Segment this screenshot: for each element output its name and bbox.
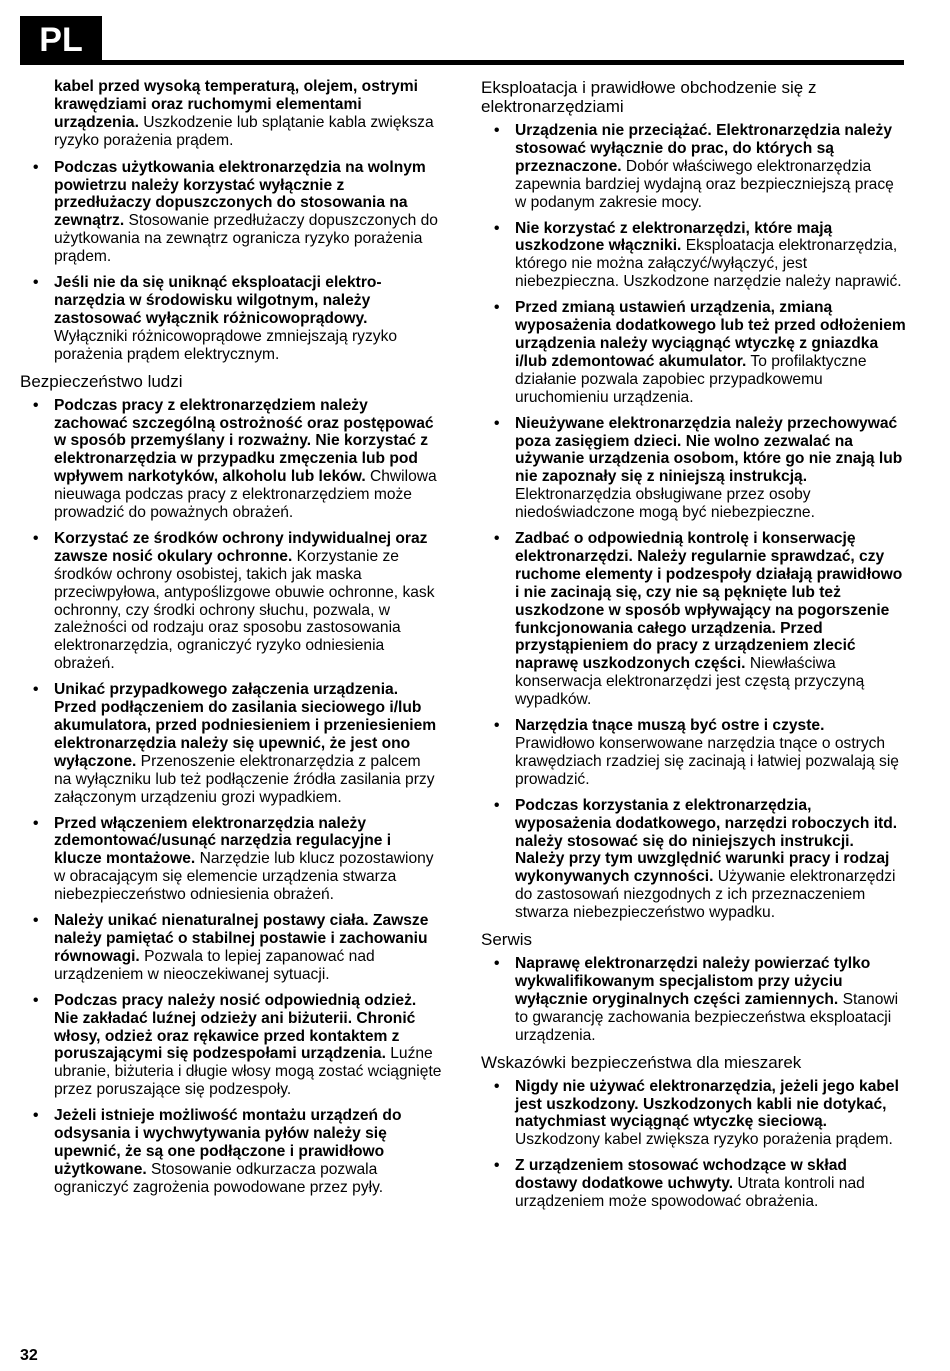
- list-item: [481, 1078, 907, 1150]
- normal-text: Stosowanie odkurzacza pozwala ograniczyć zagrożenia powodowane przez pyły.: [54, 1160, 384, 1196]
- section-heading-people: Bezpieczeństwo ludzi: [20, 371, 183, 391]
- bullet-icon: •: [494, 219, 500, 237]
- normal-text: Eksploatacja elektronarzędzia, którego nie można załączyć/wyłączyć, jest niebezpieczna. Uszkodzone narzędzie należy naprawić.: [515, 237, 902, 291]
- page-number: 32: [20, 1347, 38, 1364]
- bullet-icon: •: [33, 158, 39, 176]
- bullet-icon: •: [494, 1077, 500, 1095]
- bold-text: Podczas użytkowania elektronarzędzia na wolnym powietrzu należy korzystać wyłącznie z przedłużaczy dopuszczonych do stosowania na zewnątrz.: [54, 158, 426, 230]
- bold-text: Należy unikać nienaturalnej postawy ciała. Zawsze należy pamiętać o stabilnej postawie i zachowaniu równowagi.: [54, 912, 429, 965]
- list-item: [20, 530, 442, 673]
- normal-text: Prawidłowo konserwowane narzędzia tnące o ostrych krawędziach rzadziej się zacinają i łatwiej pozwalają się prowadzić.: [515, 735, 899, 788]
- list-item: [20, 681, 442, 806]
- normal-text: To profilaktyczne działanie pozwala zapobiec przypadkowemu uruchomieniu urządzenia.: [515, 352, 867, 406]
- bullet-icon: •: [33, 529, 39, 547]
- section-heading-mixer: Wskazówki bezpieczeństwa dla mieszarek: [481, 1052, 802, 1072]
- normal-text: Chwilowa nieuwaga podczas pracy z elektronarzędziem może prowadzić do poważnych obrażeń.: [54, 468, 437, 522]
- list-item: [481, 1157, 907, 1211]
- normal-text: Narzędzie lub klucz pozostawiony w obracającym się elemencie urządzenia stwarza niebezpieczeństwo odniesienia obrażeń.: [54, 850, 434, 904]
- list-item: [481, 717, 907, 789]
- list-item: [20, 912, 442, 984]
- normal-text: Przenoszenie elektronarzędzia z palcem na wyłączniku lub też podłączenie źródła zasilania przy załączonym urządzeniu grozi wypadkiem.: [54, 752, 435, 806]
- section-heading-use: Eksploatacja i prawidłowe obchodzenie się z elektronarzędziami: [481, 78, 817, 116]
- bold-text: Unikać przypadkowego załączenia urządzenia. Przed podłączeniem do zasilania sieciowego i/lub akumulatora, przed podniesieniem i przeniesieniem elektronarzędzia należy się upewnić, że jest ono wyłączone.: [54, 681, 437, 770]
- bullet-icon: •: [494, 530, 500, 548]
- right-column: [481, 78, 907, 1219]
- bold-text: Nigdy nie używać elektronarzędzia, jeżeli jego kabel jest uszkodzony. Uszkodzonych kabli nie dotykać, natychmiast wyciągnąć wtyczkę sieciową.: [515, 1077, 899, 1131]
- list-item: [481, 122, 907, 212]
- bullet-icon: •: [494, 1157, 500, 1175]
- bullet-icon: •: [33, 991, 39, 1009]
- bullet-icon: •: [494, 299, 500, 317]
- normal-text: Pozwala to lepiej zapanować nad urządzeniem w nieoczekiwanej sytuacji.: [54, 947, 375, 983]
- bold-text: kabel przed wysoką temperaturą, olejem, ostrymi krawędziami oraz ruchomymi elementami urządzenia.: [54, 78, 418, 131]
- bold-text: Podczas korzystania z elektronarzędzia, wyposażenia dodatkowego, narzędzi roboczych itd. należy stosować się do niniejszych instrukcji. Należy przy tym uwzględnić warunki pracy i rodzaj wykonywanych czynności.: [515, 796, 898, 886]
- bold-text: Jeżeli istnieje możliwość montażu urządzeń do odsysania i wychwytywania pyłów należy się upewnić, że są one podłączone i prawidłowo użytkowane.: [54, 1107, 402, 1178]
- bullet-icon: •: [33, 1107, 39, 1125]
- bullet-icon: •: [494, 414, 500, 432]
- bold-text: Podczas pracy należy nosić odpowiednią odzież. Nie zakładać luźnej odzieży ani biżuterii. Chronić włosy, odzież oraz rękawice przed kontaktem z poruszającymi się podzespołami urządzenia.: [54, 991, 417, 1063]
- list-item: [20, 1107, 442, 1197]
- normal-text: Uszkodzenie lub splątanie kabla zwiększa ryzyko porażenia prądem.: [54, 113, 434, 149]
- bullet-icon: •: [33, 274, 39, 292]
- bullet-icon: •: [494, 796, 500, 814]
- normal-text: Elektronarzędzia obsługiwane przez osoby niedoświadczone mogą być niebezpieczne.: [515, 486, 815, 522]
- bold-text: Narzędzia tnące muszą być ostre i czyste.: [515, 717, 825, 735]
- list-item: [20, 159, 442, 266]
- list-item: [481, 797, 907, 922]
- bold-text: Zadbać o odpowiednią kontrolę i konserwację elektronarzędzi. Należy regularnie sprawdzać, czy ruchome elementy i podzespoły działają prawidłowo i nie zacinają się, czy nie są pęknięte lub też uszkodzone w sposób wpływający na pogorszenie funkcjonowania całego urządzenia. Przed przystąpieniem do pracy z urządzeniem zlecić naprawę uszkodzonych części.: [515, 530, 903, 673]
- normal-text: Utrata kontroli nad urządzeniem może spowodować obrażenia.: [515, 1175, 865, 1211]
- bullet-icon: •: [33, 912, 39, 930]
- list-item: [20, 397, 442, 522]
- bold-text: Przed włączeniem elektronarzędzia należy zdemontować/usunąć narzędzia regulacyjne i klucze montażowe.: [54, 814, 392, 868]
- bold-text: Jeśli nie da się uniknąć eksploatacji elektronarzędzia w środowisku wilgotnym, należy zastosować wyłącznik różnicowoprądowy.: [54, 274, 382, 327]
- bold-text: Korzystać ze środków ochrony indywidualnej oraz zawsze nosić okulary ochronne.: [54, 529, 428, 565]
- normal-text: Uszkodzony kabel zwiększa ryzyko porażenia prądem.: [515, 1131, 893, 1149]
- bullet-icon: •: [494, 717, 500, 735]
- bullet-icon: •: [33, 681, 39, 699]
- normal-text: Luźne ubranie, biżuteria i długie włosy mogą zostać wciągnięte przez poruszające się podzespoły.: [54, 1045, 442, 1099]
- list-item: [481, 220, 907, 292]
- bold-text: Z urządzeniem stosować wchodzące w skład dostawy dodatkowe uchwyty.: [515, 1157, 847, 1193]
- list-item: [481, 415, 907, 522]
- normal-text: Korzystanie ze środków ochrony osobistej, takich jak maska przeciwpyłowa, antypoślizgowe obuwie ochronne, kask ochronny, czy środki ochrony słuchu, pozwala, w zależności od rodzaju oraz sposobu zastosowania elektronarzędzia, ograniczyć ryzyko odniesienia obrażeń.: [54, 547, 435, 673]
- section-heading-service: Serwis: [481, 930, 533, 950]
- normal-text: Stosowanie przedłużaczy dopuszczonych do użytkowania na zewnątrz ogranicza ryzyko porażenia prądem.: [54, 212, 438, 266]
- bullet-icon: •: [494, 955, 500, 973]
- bold-text: Urządzenia nie przeciążać. Elektronarzędzia należy stosować wyłącznie do prac, do których są przeznaczone.: [515, 122, 892, 175]
- list-item: [20, 274, 442, 364]
- list-item: [481, 955, 907, 1045]
- normal-text: Stanowi to gwarancję zachowania bezpieczeństwa eksploatacji urządzenia.: [515, 990, 899, 1044]
- bullet-icon: •: [33, 396, 39, 414]
- list-item: [481, 299, 907, 406]
- bullet-icon: •: [494, 122, 500, 139]
- list-item: [481, 530, 907, 709]
- bold-text: Podczas pracy z elektronarzędziem należy zachować szczególną ostrożność oraz postępować w sposób przemyślany i rozważny. Nie korzystać z elektronarzędzia w przypadku zmęczenia lub pod wpływem narkotyków, alkoholu lub leków.: [54, 396, 434, 486]
- left-column: [20, 78, 442, 1205]
- list-item: [20, 992, 442, 1099]
- bold-text: Nieużywane elektronarzędzia należy przechowywać poza zasięgiem dzieci. Nie wolno zezwalać na używanie urządzenia osobom, które go nie znają lub nie zapoznały się z niniejszą instrukcją.: [515, 414, 903, 486]
- normal-text: Dobór właściwego elektronarzędzia zapewnia bardziej wydajną oraz bezpieczniejszą pracę w podanym zakresie mocy.: [515, 157, 894, 211]
- bullet-icon: •: [33, 814, 39, 832]
- list-item: [20, 815, 442, 905]
- continuation-paragraph: [20, 78, 442, 150]
- bold-text: Przed zmianą ustawień urządzenia, zmianą wyposażenia dodatkowego lub też przed odłożeniem urządzenia należy wyciągnąć wtyczkę z gniazdka i/lub zdemontować akumulator.: [515, 299, 906, 370]
- normal-text: Wyłączniki różnicowoprądowe zmniejszają ryzyko porażenia prądem elektrycznym.: [54, 327, 398, 363]
- language-tab: PL: [20, 16, 102, 64]
- normal-text: Używanie elektronarzędzi do zastosowań niezgodnych z ich przeznaczeniem stwarza niebezpieczeństwo wypadku.: [515, 868, 896, 922]
- bold-text: Nie korzystać z elektronarzędzi, które mają uszkodzone włączniki.: [515, 219, 833, 255]
- bold-text: Naprawę elektronarzędzi należy powierzać tylko wykwalifikowanym specjalistom przy użyciu wyłącznie oryginalnych części zamiennych.: [515, 955, 871, 1008]
- header-rule: [20, 60, 904, 65]
- normal-text: Niewłaściwa konserwacja elektronarzędzi jest częstą przyczyną wypadków.: [515, 655, 865, 709]
